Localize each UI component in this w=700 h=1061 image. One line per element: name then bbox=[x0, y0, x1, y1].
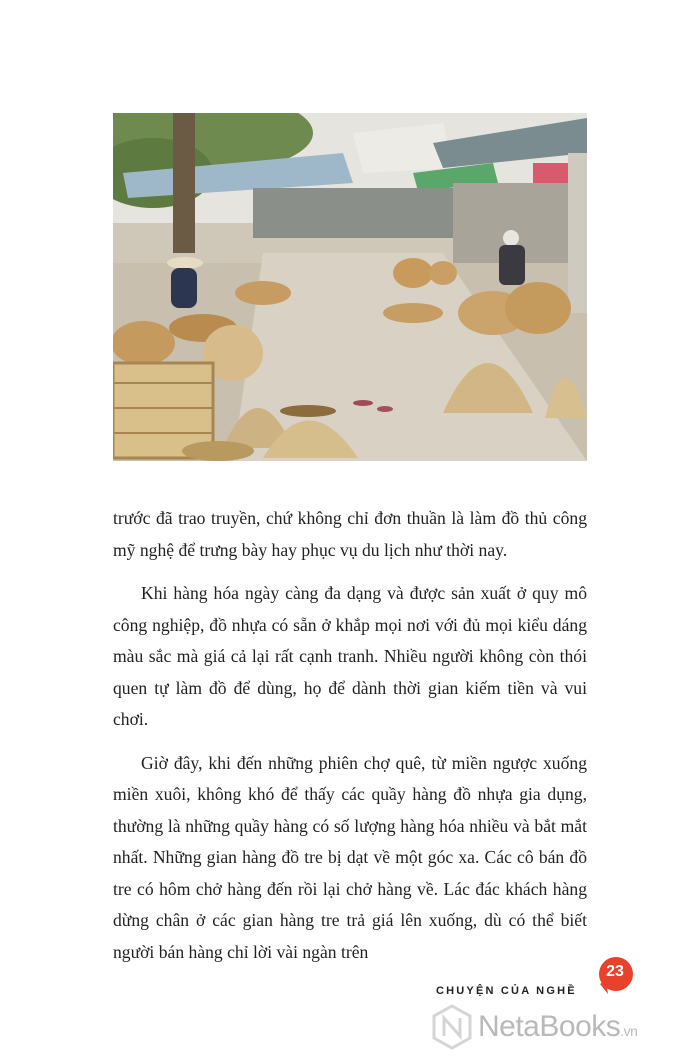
running-title: CHUYỆN CỦA NGHỀ bbox=[436, 985, 577, 997]
paragraph-2: Khi hàng hóa ngày càng đa dạng và được sản xuất ở quy mô công nghiệp, đồ nhựa có sẵn ở khắp mọi nơi với đủ mọi kiểu dáng màu sắc mà giá cả lại rất cạnh tranh. Nhiều người không còn thói quen tự làm đồ để dùng, họ để dành thời gian kiếm tiền và vui chơi. bbox=[113, 583, 587, 729]
body-text bbox=[113, 503, 587, 980]
watermark-suffix: .vn bbox=[620, 1023, 638, 1039]
paragraph-3: Giờ đây, khi đến những phiên chợ quê, từ miền ngược xuống miền xuôi, không khó để thấy các quầy hàng đồ nhựa gia dụng, thường là những quầy hàng có số lượng hàng hóa nhiều và bắt mắt nhất. Những gian hàng đồ tre bị dạt về một góc xa. Các cô bán đồ tre có hôm chở hàng đến rồi lại chở hàng về. Lác đác khách hàng dừng chân ở các gian hàng tre trả giá lên xuống, dù có thể biết người bán hàng chỉ lời vài ngàn trên bbox=[113, 752, 587, 962]
watermark-brand-text: NetaBooks bbox=[478, 1010, 621, 1043]
watermark-brand bbox=[478, 1010, 637, 1044]
market-photo bbox=[113, 113, 587, 461]
page-number: 23 bbox=[606, 963, 624, 980]
paragraph-1: trước đã trao truyền, chứ không chỉ đơn thuần là làm đồ thủ công mỹ nghệ để trưng bày hay phục vụ du lịch như thời nay. bbox=[113, 508, 587, 560]
market-photo-icon bbox=[113, 113, 587, 461]
